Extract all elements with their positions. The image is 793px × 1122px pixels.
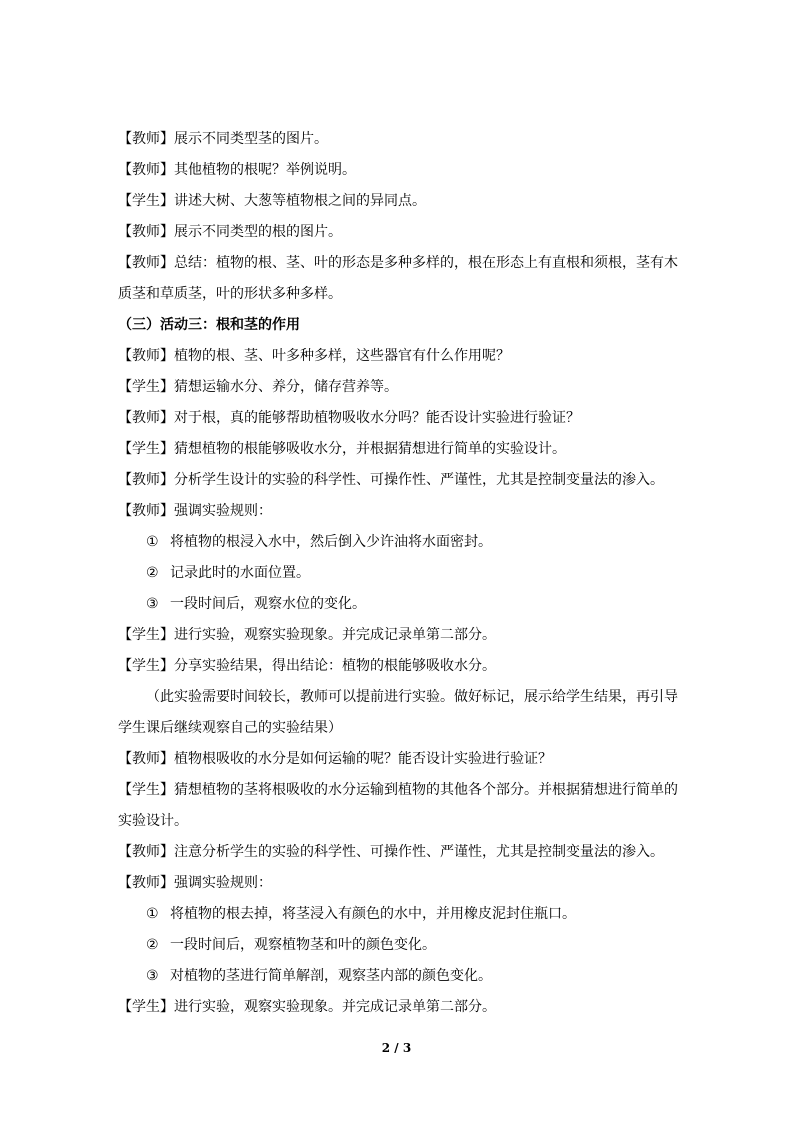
step-number: ③ <box>146 968 159 984</box>
step-number: ② <box>146 565 159 581</box>
step-number: ① <box>146 906 159 922</box>
step-text: 记录此时的水面位置。 <box>170 565 310 581</box>
experiment-step <box>118 899 678 930</box>
paragraph: 【学生】猜想运输水分、养分，储存营养等。 <box>118 379 398 395</box>
experiment-step <box>118 527 678 558</box>
step-text: 对植物的茎进行简单解剖，观察茎内部的颜色变化。 <box>170 968 492 984</box>
paragraph: 【教师】展示不同类型茎的图片。 <box>118 131 328 147</box>
experiment-step <box>118 589 678 620</box>
experiment-step <box>118 930 678 961</box>
paragraph: 【教师】分析学生设计的实验的科学性、可操作性、严谨性，尤其是控制变量法的渗入。 <box>118 472 664 488</box>
paragraph: 【学生】进行实验，观察实验现象。并完成记录单第二部分。 <box>118 627 496 643</box>
step-number: ② <box>146 937 159 953</box>
step-number: ③ <box>146 596 159 612</box>
paragraph: 【教师】强调实验规则： <box>118 503 272 519</box>
paragraph: 【教师】植物根吸收的水分是如何运输的呢？能否设计实验进行验证？ <box>118 751 552 767</box>
paragraph-summary: 【教师】总结：植物的根、茎、叶的形态是多种多样的，根在形态上有直根和须根，茎有木质茎和草质茎，叶的形状多种多样。 <box>118 255 678 302</box>
step-text: 一段时间后，观察植物茎和叶的颜色变化。 <box>170 937 436 953</box>
paragraph: 【学生】分享实验结果，得出结论：植物的根能够吸收水分。 <box>118 658 496 674</box>
paragraph: 【学生】进行实验，观察实验现象。并完成记录单第二部分。 <box>118 999 496 1015</box>
paragraph: 【教师】对于根，真的能够帮助植物吸收水分吗？能否设计实验进行验证？ <box>118 410 580 426</box>
paragraph: 【教师】植物的根、茎、叶多种多样，这些器官有什么作用呢？ <box>118 348 510 364</box>
step-text: 将植物的根浸入水中，然后倒入少许油将水面密封。 <box>170 534 492 550</box>
experiment-step <box>118 558 678 589</box>
page-number: 2 / 3 <box>381 1041 412 1055</box>
paragraph: 【教师】其他植物的根呢？举例说明。 <box>118 162 356 178</box>
paragraph: 【学生】猜想植物的茎将根吸收的水分运输到植物的其他各个部分。并根据猜想进行简单的实验设计。 <box>118 782 678 829</box>
step-text: 将植物的根去掉，将茎浸入有颜色的水中，并用橡皮泥封住瓶口。 <box>170 906 576 922</box>
experiment-step <box>118 961 678 992</box>
paragraph: 【学生】讲述大树、大葱等植物根之间的异同点。 <box>118 193 426 209</box>
section-heading: （三）活动三：根和茎的作用 <box>118 317 300 333</box>
paragraph: 【教师】注意分析学生的实验的科学性、可操作性、严谨性，尤其是控制变量法的渗入。 <box>118 844 664 860</box>
page-body <box>118 124 678 1023</box>
paragraph-note: （此实验需要时间较长，教师可以提前进行实验。做好标记，展示给学生结果，再引导学生课后继续观察自己的实验结果） <box>118 689 678 736</box>
paragraph: 【学生】猜想植物的根能够吸收水分，并根据猜想进行简单的实验设计。 <box>118 441 566 457</box>
step-number: ① <box>146 534 159 550</box>
paragraph: 【教师】强调实验规则： <box>118 875 272 891</box>
paragraph: 【教师】展示不同类型的根的图片。 <box>118 224 342 240</box>
step-text: 一段时间后，观察水位的变化。 <box>170 596 366 612</box>
